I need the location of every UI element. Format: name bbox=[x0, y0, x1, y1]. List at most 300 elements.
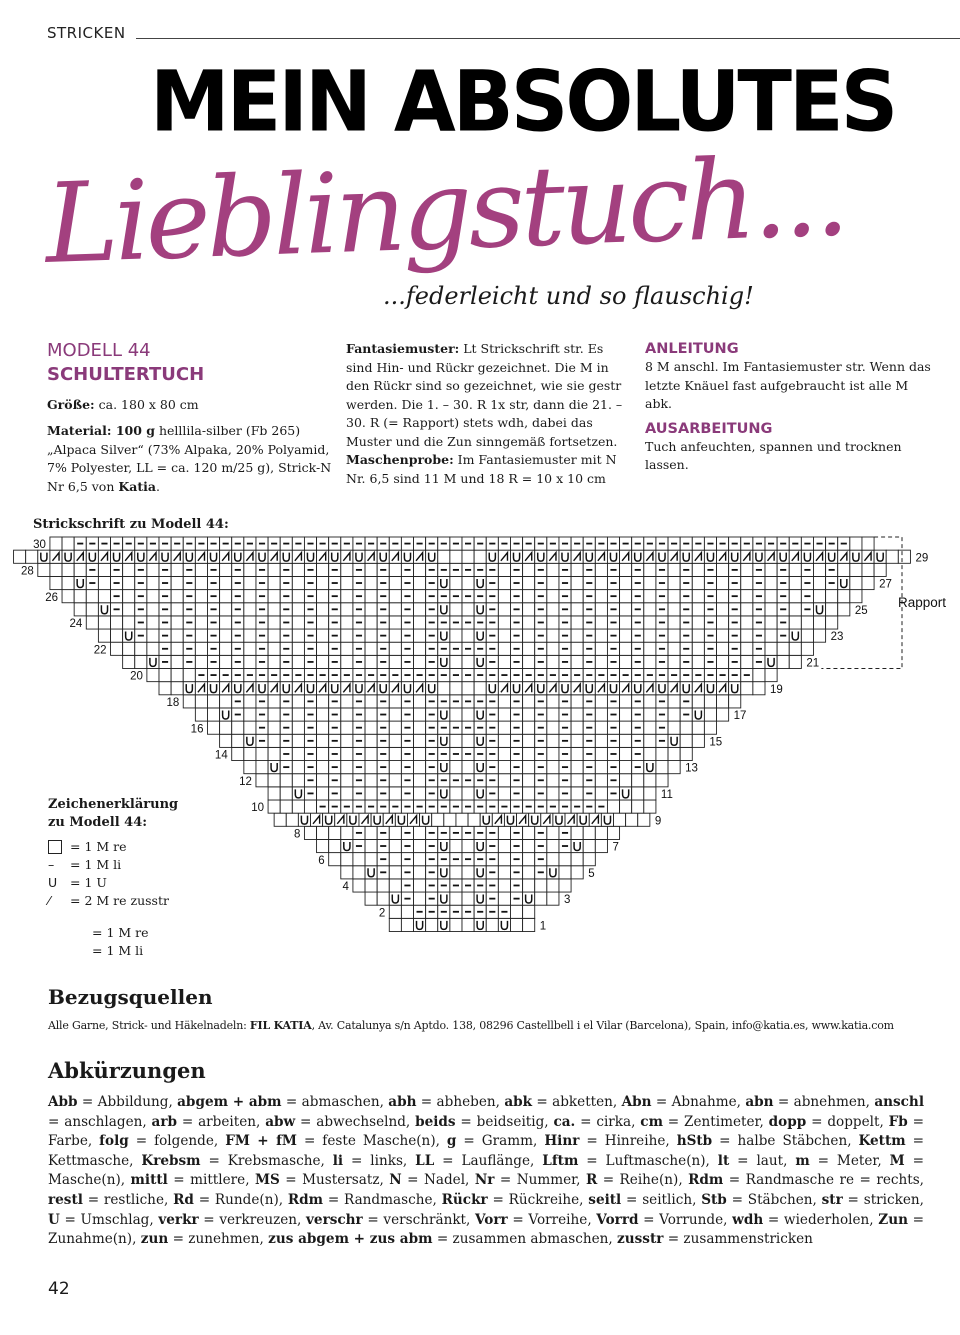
chart-cell bbox=[571, 576, 583, 589]
chart-cell bbox=[523, 629, 535, 642]
chart-cell bbox=[147, 642, 159, 655]
chart-cell bbox=[14, 550, 26, 563]
abbreviation-item bbox=[141, 1153, 332, 1169]
chart-cell bbox=[462, 682, 474, 695]
chart-cell bbox=[286, 813, 298, 826]
chart-cell bbox=[692, 734, 704, 747]
gauge-label: Maschenprobe: bbox=[346, 452, 454, 467]
chart-cell bbox=[268, 603, 280, 616]
chart-cell bbox=[414, 747, 426, 760]
chart-cell bbox=[414, 642, 426, 655]
chart-cell bbox=[498, 708, 510, 721]
chart-cell bbox=[389, 642, 401, 655]
abbreviation-item bbox=[158, 1212, 306, 1228]
chart-cell bbox=[195, 642, 207, 655]
chart-cell bbox=[389, 708, 401, 721]
chart-cell bbox=[523, 747, 535, 760]
chart-cell bbox=[765, 642, 777, 655]
chart-cell bbox=[365, 826, 377, 839]
abbreviation-term: zusstr bbox=[617, 1231, 664, 1248]
chart-cell bbox=[547, 826, 559, 839]
chart-cell bbox=[668, 576, 680, 589]
chart-cell bbox=[195, 603, 207, 616]
chart-cell bbox=[607, 800, 619, 813]
chart-cell bbox=[595, 839, 607, 852]
abbreviation-item bbox=[586, 1172, 688, 1188]
model-name: SCHULTERTUCH bbox=[47, 364, 205, 385]
chart-cell bbox=[98, 576, 110, 589]
abbreviation-meaning: = seitlich, bbox=[621, 1191, 702, 1208]
chart-cell bbox=[220, 695, 232, 708]
chart-cell bbox=[498, 695, 510, 708]
chart-cell bbox=[292, 603, 304, 616]
chart-cell bbox=[571, 774, 583, 787]
chart-cell bbox=[498, 603, 510, 616]
chart-cell bbox=[123, 576, 135, 589]
abbreviation-term: Abb bbox=[48, 1094, 78, 1110]
chart-cell bbox=[274, 813, 286, 826]
chart-cell bbox=[498, 826, 510, 839]
chart-cell bbox=[644, 695, 656, 708]
legend-text: = 1 M li bbox=[70, 857, 122, 872]
chart-cell bbox=[389, 918, 401, 931]
abbreviation-item bbox=[99, 1133, 225, 1149]
chart-cell bbox=[317, 616, 329, 629]
chart-cell bbox=[280, 787, 292, 800]
chart-cell bbox=[450, 576, 462, 589]
row-number: 3 bbox=[563, 894, 571, 907]
material-label: Material: bbox=[47, 423, 112, 438]
row-number: 4 bbox=[342, 881, 349, 894]
gauge-text: Im Fantasiemuster mit N Nr. 6,5 sind 11 M und 18 R = 10 x 10 cm bbox=[346, 452, 617, 486]
chart-cell bbox=[644, 629, 656, 642]
chart-cell bbox=[123, 655, 135, 668]
chart-cell bbox=[862, 563, 874, 576]
abbreviation-item bbox=[504, 1094, 621, 1110]
chart-cell bbox=[292, 563, 304, 576]
row-number: 17 bbox=[733, 710, 747, 723]
legend-item bbox=[48, 892, 169, 910]
chart-cell bbox=[244, 708, 256, 721]
row-number: 15 bbox=[709, 736, 723, 749]
chart-cell bbox=[620, 603, 632, 616]
chart-cell bbox=[462, 787, 474, 800]
abbreviation-item bbox=[306, 1212, 475, 1228]
chart-cell bbox=[547, 747, 559, 760]
chart-cell bbox=[559, 866, 571, 879]
chart-cell bbox=[98, 616, 110, 629]
chart-cell bbox=[414, 839, 426, 852]
chart-cell bbox=[414, 616, 426, 629]
chart-cell bbox=[498, 655, 510, 668]
chart-cell bbox=[741, 655, 753, 668]
chart-cell bbox=[365, 708, 377, 721]
chart-cell bbox=[692, 576, 704, 589]
legend-item bbox=[48, 874, 169, 892]
abbreviation-term: LL bbox=[415, 1152, 435, 1169]
chart-cell bbox=[123, 590, 135, 603]
chart-cell bbox=[329, 826, 341, 839]
chart-cell bbox=[86, 590, 98, 603]
chart-cell bbox=[595, 826, 607, 839]
chart-cell bbox=[704, 721, 716, 734]
chart-cell bbox=[414, 708, 426, 721]
chart-cell bbox=[644, 774, 656, 787]
chart-cell bbox=[595, 761, 607, 774]
chart-cell bbox=[317, 734, 329, 747]
chart-cell bbox=[614, 813, 626, 826]
chart-cell bbox=[244, 761, 256, 774]
chart-cell bbox=[523, 774, 535, 787]
chart-cell bbox=[195, 590, 207, 603]
legend-extra-text: = 1 M li bbox=[92, 943, 144, 958]
chart-cell bbox=[389, 695, 401, 708]
chart-cell bbox=[523, 787, 535, 800]
chart-cell bbox=[389, 905, 401, 918]
chart-cell bbox=[62, 537, 74, 550]
chart-cell bbox=[813, 616, 825, 629]
chart-cell bbox=[365, 892, 377, 905]
chart-cell bbox=[256, 761, 268, 774]
chart-cell bbox=[244, 590, 256, 603]
chart-cell bbox=[717, 563, 729, 576]
abbreviation-item bbox=[48, 1212, 158, 1228]
chart-cell bbox=[668, 629, 680, 642]
chart-cell bbox=[38, 563, 50, 576]
chart-cell bbox=[365, 761, 377, 774]
chart-cell bbox=[571, 708, 583, 721]
row-number: 9 bbox=[654, 815, 662, 828]
chart-cell bbox=[365, 642, 377, 655]
abbreviation-term: wdh bbox=[732, 1211, 764, 1228]
chart-cell bbox=[389, 853, 401, 866]
chart-cell bbox=[414, 892, 426, 905]
chart-cell bbox=[523, 734, 535, 747]
chart-cell bbox=[547, 655, 559, 668]
chart-cell bbox=[341, 629, 353, 642]
abbreviation-meaning: = cirka, bbox=[575, 1113, 641, 1130]
chart-cell bbox=[268, 774, 280, 787]
chart-cell bbox=[595, 655, 607, 668]
row-number: 16 bbox=[190, 723, 204, 736]
chart-title: Strickschrift zu Modell 44: bbox=[33, 517, 229, 532]
chart-cell bbox=[498, 853, 510, 866]
chart-cell bbox=[462, 576, 474, 589]
chart-cell bbox=[341, 774, 353, 787]
abbreviation-meaning: = abnehmen, bbox=[773, 1094, 875, 1110]
chart-cell bbox=[244, 747, 256, 760]
abbreviation-meaning: = Nadel, bbox=[401, 1172, 475, 1189]
finishing-heading: AUSARBEITUNG bbox=[645, 420, 773, 437]
finishing-text: Tuch anfeuchten, spannen und trocknen lassen. bbox=[645, 438, 902, 472]
chart-cell bbox=[111, 616, 123, 629]
abbreviation-item bbox=[415, 1153, 542, 1169]
chart-cell bbox=[292, 734, 304, 747]
chart-cell bbox=[317, 695, 329, 708]
chart-cell bbox=[595, 774, 607, 787]
chart-cell bbox=[50, 537, 62, 550]
row-number: 20 bbox=[130, 670, 143, 683]
chart-cell bbox=[280, 800, 292, 813]
abbreviation-item bbox=[542, 1153, 718, 1169]
chart-cell bbox=[741, 616, 753, 629]
chart-cell bbox=[26, 550, 38, 563]
chart-cell bbox=[777, 642, 789, 655]
chart-cell bbox=[850, 537, 862, 550]
chart-cell bbox=[268, 616, 280, 629]
chart-cell bbox=[220, 642, 232, 655]
chart-cell bbox=[595, 721, 607, 734]
chart-cell bbox=[244, 695, 256, 708]
chart-cell bbox=[765, 629, 777, 642]
abbreviation-item bbox=[475, 1172, 586, 1188]
chart-cell bbox=[220, 563, 232, 576]
chart-cell bbox=[620, 563, 632, 576]
chart-cell bbox=[450, 655, 462, 668]
chart-cell bbox=[195, 708, 207, 721]
abbreviation-item bbox=[177, 1094, 388, 1110]
row-number: 19 bbox=[770, 683, 783, 696]
chart-cell bbox=[547, 892, 559, 905]
chart-cell bbox=[765, 590, 777, 603]
chart-cell bbox=[365, 629, 377, 642]
purl-dash-icon: – bbox=[48, 857, 55, 872]
chart-cell bbox=[620, 747, 632, 760]
chart-cell bbox=[571, 695, 583, 708]
chart-cell bbox=[547, 629, 559, 642]
chart-cell bbox=[510, 905, 522, 918]
chart-cell bbox=[147, 629, 159, 642]
chart-cell bbox=[559, 853, 571, 866]
chart-cell bbox=[268, 563, 280, 576]
abbreviation-meaning: = abketten, bbox=[532, 1094, 622, 1110]
chart-cell bbox=[353, 853, 365, 866]
abbreviation-item bbox=[822, 1192, 924, 1208]
headline: MEIN ABSOLUTES bbox=[150, 52, 896, 151]
abbreviation-meaning: = abmaschen, bbox=[281, 1094, 389, 1110]
chart-cell bbox=[838, 590, 850, 603]
chart-cell bbox=[317, 708, 329, 721]
chart-cell bbox=[680, 734, 692, 747]
chart-cell bbox=[111, 642, 123, 655]
chart-cell bbox=[389, 721, 401, 734]
chart-cell bbox=[498, 839, 510, 852]
chart-cell bbox=[341, 590, 353, 603]
chart-cell bbox=[195, 629, 207, 642]
chart-cell bbox=[432, 813, 444, 826]
abbreviation-term: M bbox=[889, 1152, 905, 1169]
chart-cell bbox=[389, 616, 401, 629]
chart-cell bbox=[147, 576, 159, 589]
chart-cell bbox=[644, 642, 656, 655]
chart-cell bbox=[498, 761, 510, 774]
chart-cell bbox=[595, 590, 607, 603]
legend-title bbox=[48, 796, 178, 832]
chart-cell bbox=[462, 708, 474, 721]
abbreviation-term: ca. bbox=[553, 1113, 576, 1130]
row-number: 1 bbox=[539, 920, 547, 933]
chart-cell bbox=[171, 629, 183, 642]
chart-cell bbox=[341, 708, 353, 721]
chart-cell bbox=[450, 761, 462, 774]
chart-cell bbox=[98, 563, 110, 576]
chart-cell bbox=[195, 563, 207, 576]
abbreviation-term: m bbox=[795, 1152, 810, 1169]
chart-cell bbox=[292, 576, 304, 589]
chart-cell bbox=[450, 866, 462, 879]
chart-cell bbox=[850, 576, 862, 589]
chart-cell bbox=[813, 563, 825, 576]
chart-cell bbox=[535, 879, 547, 892]
chart-cell bbox=[317, 590, 329, 603]
chart-cell bbox=[741, 629, 753, 642]
row-number: 7 bbox=[612, 841, 619, 854]
material-amount: 100 g bbox=[111, 423, 156, 438]
abbreviation-meaning: = Umschlag, bbox=[59, 1211, 159, 1228]
abbreviation-term: MS bbox=[254, 1172, 280, 1189]
chart-cell bbox=[123, 616, 135, 629]
chart-cell bbox=[414, 866, 426, 879]
chart-cell bbox=[389, 590, 401, 603]
chart-cell bbox=[571, 655, 583, 668]
chart-cell bbox=[414, 576, 426, 589]
chart-cell bbox=[414, 774, 426, 787]
material-brand: Katia bbox=[118, 478, 156, 494]
row-number: 2 bbox=[378, 907, 386, 920]
chart-cell bbox=[571, 721, 583, 734]
abbreviation-meaning: = verschränkt, bbox=[362, 1211, 475, 1228]
chart-cell bbox=[607, 826, 619, 839]
chart-cell bbox=[523, 918, 535, 931]
chart-cell bbox=[268, 747, 280, 760]
abbreviation-meaning: = arbeiten, bbox=[177, 1113, 266, 1130]
script-title: Lieblingstuch... bbox=[43, 132, 848, 288]
legend-text: = 1 U bbox=[70, 875, 107, 890]
chart-cell bbox=[98, 629, 110, 642]
chart-cell bbox=[547, 839, 559, 852]
abbreviation-term: R bbox=[585, 1172, 598, 1189]
abbreviation-meaning: = Krebsmasche, bbox=[200, 1152, 333, 1169]
chart-cell bbox=[414, 761, 426, 774]
chart-cell bbox=[692, 629, 704, 642]
row-number: 25 bbox=[854, 604, 868, 617]
chart-cell bbox=[147, 616, 159, 629]
size-value: ca. 180 x 80 cm bbox=[94, 397, 199, 412]
chart-cell bbox=[474, 550, 486, 563]
abbreviation-term: anschl bbox=[874, 1094, 924, 1110]
legend-item bbox=[48, 856, 169, 874]
chart-cell bbox=[668, 603, 680, 616]
abbreviation-meaning: = Randmasche, bbox=[323, 1191, 442, 1208]
chart-cell bbox=[456, 813, 468, 826]
chart-cell bbox=[547, 721, 559, 734]
chart-cell bbox=[268, 787, 280, 800]
chart-cell bbox=[414, 695, 426, 708]
abbreviation-item bbox=[745, 1094, 874, 1110]
abbreviations-list bbox=[48, 1093, 924, 1250]
chart-cell bbox=[777, 655, 789, 668]
chart-cell bbox=[365, 695, 377, 708]
abbreviation-term: cm bbox=[640, 1113, 663, 1130]
abbreviation-meaning: = feste Masche(n), bbox=[296, 1133, 447, 1150]
chart-cell bbox=[220, 721, 232, 734]
chart-cell bbox=[220, 603, 232, 616]
chart-cell bbox=[523, 708, 535, 721]
chart-cell bbox=[220, 616, 232, 629]
abbreviation-item bbox=[48, 1094, 177, 1110]
abbreviation-term: folg bbox=[99, 1133, 129, 1150]
chart-cell bbox=[86, 616, 98, 629]
chart-cell bbox=[341, 563, 353, 576]
abbreviation-meaning: = Farbe, bbox=[48, 1113, 924, 1150]
abbreviation-meaning: = Zentimeter, bbox=[662, 1113, 769, 1130]
chart-cell bbox=[329, 853, 341, 866]
chart-cell bbox=[523, 826, 535, 839]
chart-cell bbox=[171, 590, 183, 603]
chart-cell bbox=[644, 787, 656, 800]
chart-cell bbox=[389, 603, 401, 616]
chart-cell bbox=[244, 576, 256, 589]
chart-cell bbox=[462, 761, 474, 774]
abbreviation-term: str bbox=[821, 1191, 843, 1208]
chart-cell bbox=[389, 576, 401, 589]
chart-cell bbox=[147, 669, 159, 682]
chart-cell bbox=[220, 629, 232, 642]
chart-cell bbox=[620, 590, 632, 603]
chart-cell bbox=[656, 747, 668, 760]
chart-cell bbox=[462, 918, 474, 931]
chart-cell bbox=[389, 774, 401, 787]
chart-cell bbox=[644, 576, 656, 589]
chart-cell bbox=[353, 866, 365, 879]
row-number: 24 bbox=[69, 618, 83, 631]
legend-extra bbox=[48, 924, 169, 942]
chart-cell bbox=[171, 682, 183, 695]
chart-cell bbox=[171, 576, 183, 589]
row-number: 22 bbox=[93, 644, 107, 657]
chart-cell bbox=[462, 734, 474, 747]
chart-cell bbox=[704, 695, 716, 708]
chart-cell bbox=[801, 616, 813, 629]
chart-cell bbox=[620, 576, 632, 589]
chart-cell bbox=[317, 761, 329, 774]
chart-cell bbox=[571, 734, 583, 747]
chart-cell bbox=[826, 590, 838, 603]
chart-cell bbox=[62, 590, 74, 603]
row-number: 30 bbox=[33, 539, 46, 552]
sources-title: Bezugsquellen bbox=[48, 985, 213, 1009]
instructions-text: 8 M anschl. Im Fantasiemuster str. Wenn das letzte Knäuel fast aufgebraucht ist alle M abk. bbox=[645, 359, 931, 411]
chart-cell bbox=[171, 642, 183, 655]
chart-cell bbox=[753, 669, 765, 682]
chart-cell bbox=[317, 721, 329, 734]
sources-details: , Av. Catalunya s/n Aptdo. 138, 08296 Castellbell i el Vilar (Barcelona), Spain, info@katia.es, www.katia.com bbox=[311, 1019, 894, 1032]
chart-cell bbox=[280, 774, 292, 787]
chart-cell bbox=[789, 655, 801, 668]
chart-cell bbox=[292, 721, 304, 734]
chart-cell bbox=[547, 761, 559, 774]
pattern-paragraph bbox=[346, 340, 626, 451]
abbreviation-meaning: = Kettmasche, bbox=[48, 1133, 924, 1169]
abbreviation-term: g bbox=[446, 1133, 457, 1150]
instructions-heading: ANLEITUNG bbox=[645, 341, 739, 357]
chart-cell bbox=[159, 669, 171, 682]
chart-cell bbox=[595, 629, 607, 642]
abbreviation-meaning: = mittlere, bbox=[167, 1172, 255, 1189]
chart-cell bbox=[765, 669, 777, 682]
row-number: 29 bbox=[915, 552, 929, 565]
chart-cell bbox=[365, 603, 377, 616]
